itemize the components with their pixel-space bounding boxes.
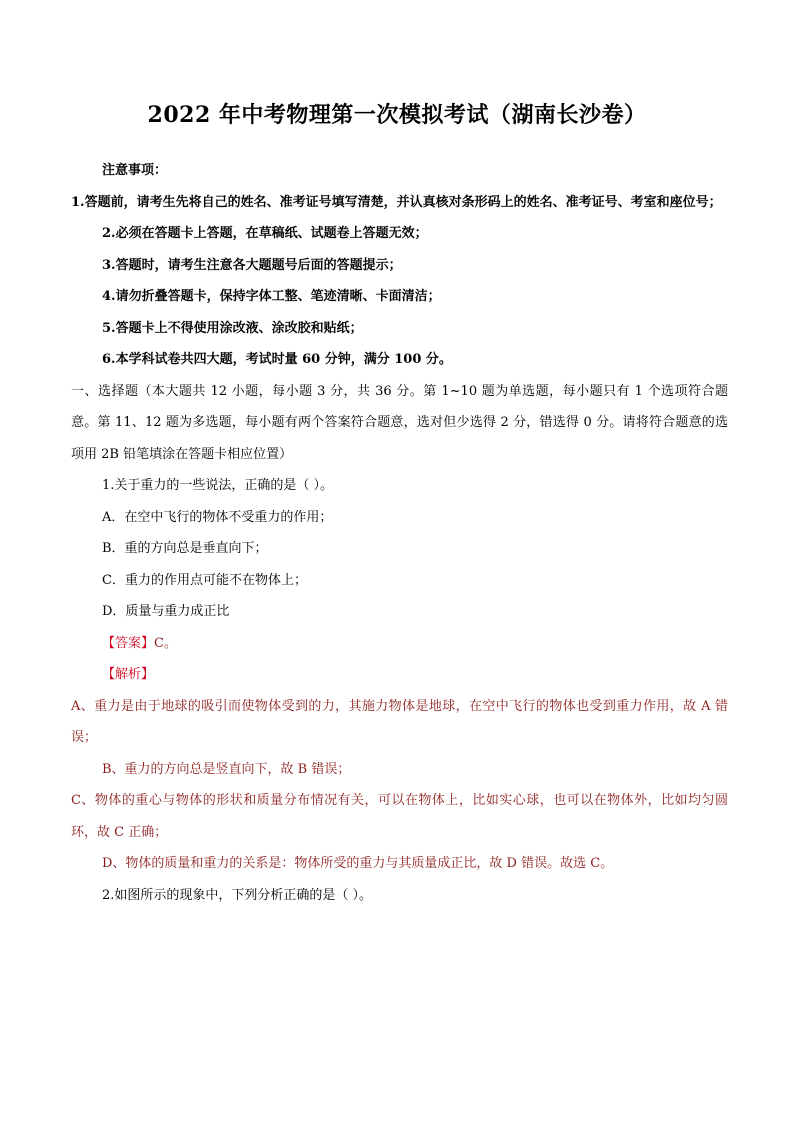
question-1-stem: 1.关于重力的一些说法，正确的是（ ）。	[102, 478, 334, 493]
question-1-option-a: A．在空中飞行的物体不受重力的作用；	[102, 509, 333, 525]
question-1-option-b: B．重的方向总是垂直向下；	[102, 541, 268, 556]
page-title: 2022 年中考物理第一次模拟考试（湖南长沙卷）	[147, 102, 647, 128]
analysis-label: 【解析】	[102, 667, 155, 682]
notice-item-2: 2.必须在答题卡上答题，在草稿纸、试题卷上答题无效；	[102, 226, 428, 241]
section-intro: 一、选择题（本大题共 12 小题，每小题 3 分，共 36 分。第 1~10 题为单选题，每小题只有 1 个选项符合题意。第 11、12 题为多选题，每小题有两个答案符合题意，选对但少选得 2 分，错选得 0 分。请将符合题意的选项用 2B 铅笔填涂在答题卡相应位置）	[71, 383, 728, 462]
question-2-stem: 2.如图所示的现象中，下列分析正确的是（ ）。	[102, 887, 373, 903]
question-1-option-d: D．质量与重力成正比	[102, 604, 230, 619]
notice-item-4: 4.请勿折叠答题卡，保持字体工整、笔迹清晰、卡面清洁；	[102, 289, 441, 304]
analysis-d: D、物体的质量和重力的关系是：物体所受的重力与其质量成正比，故 D 错误。故选 C。	[102, 856, 614, 871]
question-1-option-c: C．重力的作用点可能不在物体上；	[102, 572, 307, 588]
notice-heading: 注意事项：	[102, 163, 168, 178]
answer-value: C。	[154, 635, 177, 651]
analysis-a: A、重力是由于地球的吸引而使物体受到的力，其施力物体是地球，在空中飞行的物体也受到重力作用，故 A 错误；	[71, 698, 728, 745]
answer-label: 【答案】	[102, 635, 155, 651]
notice-item-3: 3.答题时，请考生注意各大题题号后面的答题提示；	[102, 257, 402, 273]
question-1-answer	[102, 628, 728, 660]
analysis-c: C、物体的重心与物体的形状和质量分布情况有关，可以在物体上，比如实心球，也可以在物体外，比如均匀圆环，故 C 正确；	[71, 793, 728, 840]
notice-item-6: 6.本学科试卷共四大题，考试时量 60 分钟，满分 100 分。	[102, 352, 452, 367]
notice-item-1: 1.答题前，请考生先将自己的姓名、准考证号填写清楚，并认真核对条形码上的姓名、准考证号、考室和座位号；	[71, 194, 722, 210]
notice-item-5: 5.答题卡上不得使用涂改液、涂改胶和贴纸；	[102, 320, 363, 336]
document-body	[71, 155, 728, 911]
analysis-b: B、重力的方向总是竖直向下，故 B 错误；	[102, 761, 351, 777]
